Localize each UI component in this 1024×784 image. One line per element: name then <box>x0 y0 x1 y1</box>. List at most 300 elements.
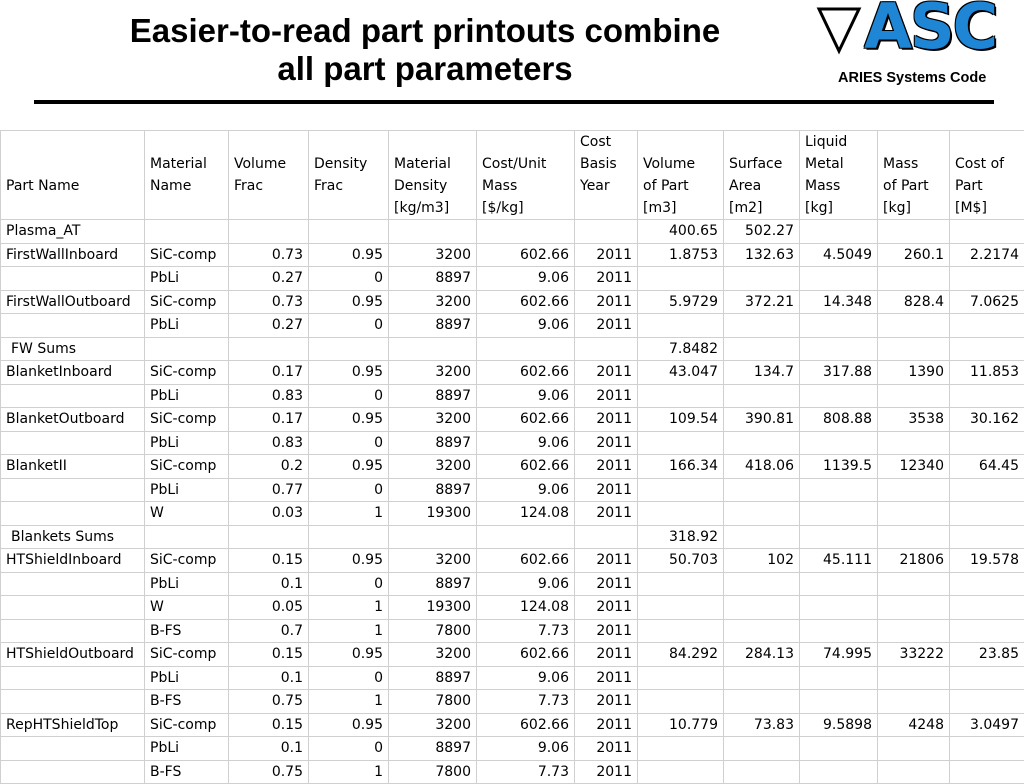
material-name-cell: B-FS <box>145 619 229 643</box>
part-name-cell: BlanketOutboard <box>1 408 145 432</box>
value-cell <box>724 502 800 526</box>
value-cell: 1 <box>309 502 389 526</box>
table-row <box>1 431 1024 455</box>
column-header-line: Mass <box>805 175 872 197</box>
material-name-cell: B-FS <box>145 690 229 714</box>
value-cell <box>724 690 800 714</box>
column-header-line: of Part <box>883 175 944 197</box>
value-cell <box>950 502 1024 526</box>
value-cell: 0 <box>309 478 389 502</box>
part-name-cell: BlanketII <box>1 455 145 479</box>
column-header-line: Mass <box>883 153 944 175</box>
table-body <box>1 220 1024 784</box>
value-cell: 0.15 <box>229 713 309 737</box>
value-cell: 14.348 <box>800 290 878 314</box>
value-cell: 2011 <box>575 384 638 408</box>
value-cell: 0.95 <box>309 713 389 737</box>
value-cell <box>878 220 950 244</box>
value-cell <box>724 431 800 455</box>
value-cell: 7.73 <box>477 619 575 643</box>
value-cell: 7.0625 <box>950 290 1024 314</box>
value-cell: 3200 <box>389 290 477 314</box>
value-cell <box>229 337 309 361</box>
value-cell: 1390 <box>878 361 950 385</box>
value-cell: 2011 <box>575 549 638 573</box>
value-cell <box>229 525 309 549</box>
column-header <box>878 131 950 198</box>
value-cell <box>800 690 878 714</box>
value-cell: 1 <box>309 690 389 714</box>
value-cell <box>575 525 638 549</box>
column-unit: [kg/m3] <box>389 197 477 220</box>
value-cell: 0.1 <box>229 572 309 596</box>
value-cell: 8897 <box>389 478 477 502</box>
column-unit: [M$] <box>950 197 1024 220</box>
value-cell: 0.95 <box>309 243 389 267</box>
value-cell: 8897 <box>389 666 477 690</box>
table-row <box>1 690 1024 714</box>
value-cell <box>638 619 724 643</box>
table-row <box>1 220 1024 244</box>
part-name-cell: FirstWallInboard <box>1 243 145 267</box>
material-name-cell: W <box>145 596 229 620</box>
value-cell: 2011 <box>575 643 638 667</box>
value-cell <box>389 525 477 549</box>
title-line-1: Easier-to-read part printouts combine <box>30 12 820 50</box>
value-cell <box>800 760 878 784</box>
value-cell <box>724 596 800 620</box>
value-cell: 9.06 <box>477 267 575 291</box>
part-name-cell <box>1 502 145 526</box>
value-cell <box>878 431 950 455</box>
material-name-cell: PbLi <box>145 431 229 455</box>
value-cell: 166.34 <box>638 455 724 479</box>
value-cell: 2011 <box>575 455 638 479</box>
part-name-cell <box>1 737 145 761</box>
value-cell <box>950 267 1024 291</box>
table-row <box>1 596 1024 620</box>
value-cell: 2011 <box>575 408 638 432</box>
column-header-line: Material <box>394 153 471 175</box>
value-cell: 9.06 <box>477 737 575 761</box>
value-cell <box>878 337 950 361</box>
value-cell: 0.17 <box>229 408 309 432</box>
value-cell: 0.75 <box>229 690 309 714</box>
value-cell <box>950 596 1024 620</box>
value-cell <box>800 737 878 761</box>
value-cell: 10.779 <box>638 713 724 737</box>
slide-title <box>30 12 820 88</box>
value-cell <box>950 337 1024 361</box>
value-cell: 2011 <box>575 314 638 338</box>
value-cell: 102 <box>724 549 800 573</box>
value-cell <box>878 596 950 620</box>
material-name-cell: SiC-comp <box>145 290 229 314</box>
value-cell: 45.111 <box>800 549 878 573</box>
value-cell: 3200 <box>389 361 477 385</box>
value-cell <box>638 572 724 596</box>
material-name-cell: SiC-comp <box>145 455 229 479</box>
value-cell <box>950 478 1024 502</box>
value-cell: 390.81 <box>724 408 800 432</box>
part-name-cell: BlanketInboard <box>1 361 145 385</box>
value-cell <box>638 267 724 291</box>
value-cell <box>800 267 878 291</box>
value-cell: 7800 <box>389 760 477 784</box>
value-cell <box>878 690 950 714</box>
value-cell <box>800 478 878 502</box>
value-cell: 73.83 <box>724 713 800 737</box>
value-cell: 1 <box>309 619 389 643</box>
value-cell <box>389 220 477 244</box>
column-header <box>638 131 724 198</box>
part-name-cell: FW Sums <box>1 337 145 361</box>
value-cell: 8897 <box>389 314 477 338</box>
value-cell <box>309 220 389 244</box>
value-cell: 0.95 <box>309 643 389 667</box>
material-name-cell: SiC-comp <box>145 361 229 385</box>
value-cell <box>575 220 638 244</box>
value-cell: 602.66 <box>477 408 575 432</box>
material-name-cell: B-FS <box>145 760 229 784</box>
value-cell <box>950 760 1024 784</box>
table-row <box>1 314 1024 338</box>
column-header-line: Cost of <box>955 153 1019 175</box>
table-row <box>1 760 1024 784</box>
value-cell: 0 <box>309 431 389 455</box>
value-cell <box>950 314 1024 338</box>
value-cell: 30.162 <box>950 408 1024 432</box>
value-cell <box>878 666 950 690</box>
column-header <box>1 131 145 198</box>
column-unit: [kg] <box>800 197 878 220</box>
value-cell: 0.27 <box>229 267 309 291</box>
value-cell: 50.703 <box>638 549 724 573</box>
part-name-cell <box>1 267 145 291</box>
column-header-line: Surface <box>729 153 794 175</box>
part-name-cell <box>1 384 145 408</box>
table-row <box>1 713 1024 737</box>
value-cell <box>800 666 878 690</box>
value-cell: 260.1 <box>878 243 950 267</box>
value-cell <box>800 502 878 526</box>
table-row <box>1 549 1024 573</box>
material-name-cell: PbLi <box>145 572 229 596</box>
value-cell: 602.66 <box>477 643 575 667</box>
value-cell <box>477 525 575 549</box>
value-cell <box>724 267 800 291</box>
value-cell <box>950 737 1024 761</box>
value-cell <box>950 666 1024 690</box>
value-cell <box>878 384 950 408</box>
value-cell: 0.15 <box>229 549 309 573</box>
parts-table-container <box>0 130 1024 784</box>
column-header <box>389 131 477 198</box>
table-row <box>1 525 1024 549</box>
part-name-cell: Plasma_AT <box>1 220 145 244</box>
column-header <box>229 131 309 198</box>
value-cell <box>724 760 800 784</box>
value-cell: 11.853 <box>950 361 1024 385</box>
value-cell: 3.0497 <box>950 713 1024 737</box>
value-cell: 8897 <box>389 431 477 455</box>
column-header <box>950 131 1024 198</box>
value-cell: 602.66 <box>477 455 575 479</box>
value-cell: 2011 <box>575 619 638 643</box>
value-cell <box>950 619 1024 643</box>
part-name-cell <box>1 596 145 620</box>
value-cell: 9.06 <box>477 314 575 338</box>
column-header-line: Metal <box>805 153 872 175</box>
value-cell: 2011 <box>575 737 638 761</box>
material-name-cell: SiC-comp <box>145 643 229 667</box>
table-row <box>1 502 1024 526</box>
value-cell: 2011 <box>575 760 638 784</box>
column-header <box>575 131 638 198</box>
value-cell <box>878 619 950 643</box>
value-cell: 2011 <box>575 478 638 502</box>
value-cell: 602.66 <box>477 713 575 737</box>
value-cell: 109.54 <box>638 408 724 432</box>
table-row <box>1 643 1024 667</box>
value-cell: 1.8753 <box>638 243 724 267</box>
value-cell: 0.27 <box>229 314 309 338</box>
value-cell: 0.77 <box>229 478 309 502</box>
value-cell <box>477 220 575 244</box>
value-cell <box>724 666 800 690</box>
value-cell <box>575 337 638 361</box>
value-cell <box>800 220 878 244</box>
value-cell: 12340 <box>878 455 950 479</box>
column-header-line: Area <box>729 175 794 197</box>
value-cell: 3538 <box>878 408 950 432</box>
value-cell <box>638 502 724 526</box>
value-cell: 4248 <box>878 713 950 737</box>
column-header <box>724 131 800 198</box>
column-header-line: Liquid <box>805 131 872 153</box>
part-name-cell <box>1 666 145 690</box>
value-cell: 21806 <box>878 549 950 573</box>
value-cell <box>800 431 878 455</box>
value-cell <box>638 384 724 408</box>
value-cell: 5.9729 <box>638 290 724 314</box>
value-cell <box>638 596 724 620</box>
logo-subtitle: ARIES Systems Code <box>838 70 986 86</box>
value-cell: 2.2174 <box>950 243 1024 267</box>
value-cell: 19.578 <box>950 549 1024 573</box>
value-cell: 7.73 <box>477 760 575 784</box>
column-header-line: Basis <box>580 153 632 175</box>
value-cell: 317.88 <box>800 361 878 385</box>
material-name-cell <box>145 220 229 244</box>
value-cell: 84.292 <box>638 643 724 667</box>
value-cell: 4.5049 <box>800 243 878 267</box>
column-unit <box>575 197 638 220</box>
column-header-line: Part <box>955 175 1019 197</box>
value-cell: 2011 <box>575 666 638 690</box>
value-cell: 0.95 <box>309 361 389 385</box>
value-cell <box>878 502 950 526</box>
value-cell: 43.047 <box>638 361 724 385</box>
material-name-cell: PbLi <box>145 314 229 338</box>
column-unit <box>229 197 309 220</box>
asc-logo <box>816 0 1024 96</box>
value-cell: 0.73 <box>229 290 309 314</box>
material-name-cell: SiC-comp <box>145 549 229 573</box>
value-cell <box>724 619 800 643</box>
value-cell <box>950 572 1024 596</box>
part-name-cell: HTShieldInboard <box>1 549 145 573</box>
value-cell: 3200 <box>389 549 477 573</box>
column-unit: [$/kg] <box>477 197 575 220</box>
value-cell: 2011 <box>575 690 638 714</box>
column-header-line: Cost <box>580 131 632 153</box>
part-name-cell <box>1 314 145 338</box>
value-cell: 318.92 <box>638 525 724 549</box>
value-cell: 3200 <box>389 713 477 737</box>
table-row <box>1 243 1024 267</box>
value-cell: 2011 <box>575 713 638 737</box>
value-cell <box>638 314 724 338</box>
column-header-line: Frac <box>314 175 383 197</box>
value-cell: 23.85 <box>950 643 1024 667</box>
part-name-cell <box>1 572 145 596</box>
part-name-cell <box>1 478 145 502</box>
value-cell: 8897 <box>389 737 477 761</box>
value-cell <box>950 384 1024 408</box>
logo-wordmark: ASC <box>864 0 996 62</box>
value-cell: 9.06 <box>477 431 575 455</box>
column-unit: [m3] <box>638 197 724 220</box>
value-cell: 2011 <box>575 502 638 526</box>
value-cell <box>800 337 878 361</box>
part-name-cell <box>1 760 145 784</box>
value-cell: 0.73 <box>229 243 309 267</box>
table-row <box>1 572 1024 596</box>
value-cell <box>878 314 950 338</box>
value-cell: 0 <box>309 737 389 761</box>
value-cell <box>309 337 389 361</box>
material-name-cell <box>145 525 229 549</box>
column-header-line: Density <box>394 175 471 197</box>
value-cell <box>950 431 1024 455</box>
column-header-line: Volume <box>643 153 718 175</box>
column-header <box>309 131 389 198</box>
value-cell: 0.75 <box>229 760 309 784</box>
value-cell: 808.88 <box>800 408 878 432</box>
value-cell: 2011 <box>575 431 638 455</box>
value-cell: 134.7 <box>724 361 800 385</box>
value-cell: 1 <box>309 596 389 620</box>
part-name-cell: RepHTShieldTop <box>1 713 145 737</box>
table-header-row <box>1 131 1024 198</box>
table-row <box>1 478 1024 502</box>
value-cell: 602.66 <box>477 243 575 267</box>
table-row <box>1 290 1024 314</box>
column-header-line: Material <box>150 153 223 175</box>
value-cell <box>800 619 878 643</box>
value-cell <box>638 666 724 690</box>
title-line-2: all part parameters <box>30 50 820 88</box>
column-header-line: Volume <box>234 153 303 175</box>
column-header-line: Frac <box>234 175 303 197</box>
value-cell <box>638 760 724 784</box>
value-cell <box>950 220 1024 244</box>
column-unit <box>1 197 145 220</box>
value-cell: 0 <box>309 384 389 408</box>
value-cell: 0.17 <box>229 361 309 385</box>
value-cell: 33222 <box>878 643 950 667</box>
column-header-line: Mass <box>482 175 569 197</box>
value-cell <box>477 337 575 361</box>
column-unit: [kg] <box>878 197 950 220</box>
material-name-cell: PbLi <box>145 737 229 761</box>
column-header-line: Part Name <box>6 175 139 197</box>
value-cell: 400.65 <box>638 220 724 244</box>
value-cell: 602.66 <box>477 290 575 314</box>
column-header-line: Name <box>150 175 223 197</box>
table-row <box>1 619 1024 643</box>
value-cell: 124.08 <box>477 596 575 620</box>
value-cell: 19300 <box>389 502 477 526</box>
part-name-cell <box>1 431 145 455</box>
value-cell: 3200 <box>389 455 477 479</box>
value-cell: 2011 <box>575 361 638 385</box>
column-header-line: Year <box>580 175 632 197</box>
value-cell: 3200 <box>389 643 477 667</box>
value-cell: 0.95 <box>309 549 389 573</box>
value-cell: 0 <box>309 572 389 596</box>
value-cell: 9.5898 <box>800 713 878 737</box>
title-divider <box>34 100 994 104</box>
down-triangle-icon <box>816 5 862 55</box>
value-cell <box>638 737 724 761</box>
value-cell <box>950 525 1024 549</box>
value-cell: 828.4 <box>878 290 950 314</box>
value-cell: 3200 <box>389 408 477 432</box>
value-cell: 1139.5 <box>800 455 878 479</box>
material-name-cell <box>145 337 229 361</box>
part-name-cell: FirstWallOutboard <box>1 290 145 314</box>
value-cell: 0.03 <box>229 502 309 526</box>
value-cell: 8897 <box>389 267 477 291</box>
value-cell: 2011 <box>575 243 638 267</box>
value-cell: 2011 <box>575 596 638 620</box>
table-row <box>1 408 1024 432</box>
value-cell <box>229 220 309 244</box>
value-cell: 2011 <box>575 290 638 314</box>
value-cell <box>800 314 878 338</box>
parts-table <box>0 130 1024 784</box>
material-name-cell: SiC-comp <box>145 713 229 737</box>
value-cell <box>878 267 950 291</box>
value-cell: 7800 <box>389 619 477 643</box>
column-unit: [m2] <box>724 197 800 220</box>
value-cell: 0.95 <box>309 408 389 432</box>
value-cell: 3200 <box>389 243 477 267</box>
value-cell: 372.21 <box>724 290 800 314</box>
material-name-cell: W <box>145 502 229 526</box>
value-cell: 74.995 <box>800 643 878 667</box>
value-cell: 8897 <box>389 572 477 596</box>
table-row <box>1 666 1024 690</box>
value-cell: 2011 <box>575 572 638 596</box>
column-header-line: Cost/Unit <box>482 153 569 175</box>
value-cell: 132.63 <box>724 243 800 267</box>
value-cell: 124.08 <box>477 502 575 526</box>
value-cell: 19300 <box>389 596 477 620</box>
table-row <box>1 337 1024 361</box>
